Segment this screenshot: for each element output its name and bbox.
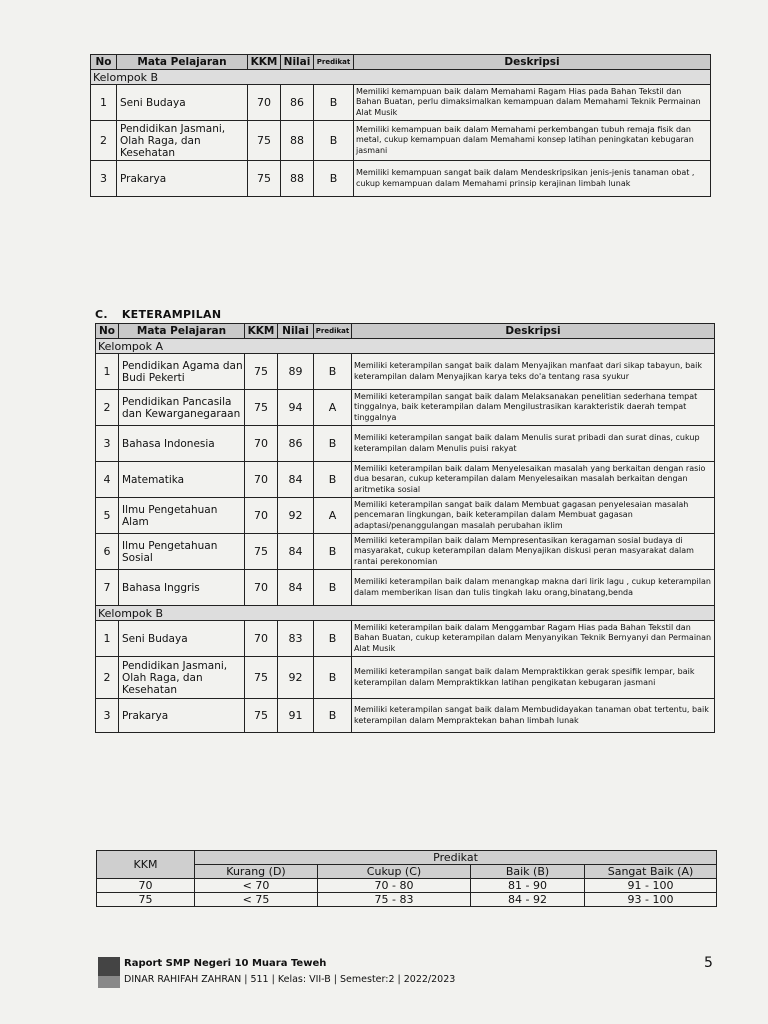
header-no: No: [96, 324, 119, 339]
legend-range: < 70: [195, 879, 318, 893]
table-row: [91, 85, 711, 121]
header-predikat: Predikat: [314, 55, 354, 70]
cell-predikat: B: [314, 699, 352, 733]
cell-kkm: 70: [248, 85, 281, 121]
table-row: [96, 534, 715, 570]
legend-range: 91 - 100: [585, 879, 717, 893]
cell-predikat: B: [314, 534, 352, 570]
cell-deskripsi: Memiliki keterampilan sangat baik dalam Membuat gagasan penyelesaian masalah pencemaran lingkungan, baik keterampilan dalam Membuat gagasan adaptasi/penanggulangan masalah perubahan iklim: [352, 498, 715, 534]
footer-bar-icon: [98, 976, 120, 988]
predicate-legend-table: [96, 850, 717, 907]
cell-nilai: 84: [278, 534, 314, 570]
cell-no: 3: [96, 699, 119, 733]
cell-subject: Ilmu Pengetahuan Sosial: [119, 534, 245, 570]
cell-no: 7: [96, 570, 119, 606]
group-label: Kelompok B: [96, 606, 715, 621]
cell-deskripsi: Memiliki keterampilan sangat baik dalam Menyajikan manfaat dari sikap tabayun, baik keterampilan dalam Menyajikan karya teks do'a tentang rasa syukur: [352, 354, 715, 390]
header-deskripsi: Deskripsi: [352, 324, 715, 339]
cell-kkm: 70: [245, 426, 278, 462]
cell-kkm: 75: [245, 534, 278, 570]
cell-deskripsi: Memiliki keterampilan sangat baik dalam Membudidayakan tanaman obat tertentu, baik keterampilan dalam Mempraktekan bahan limbah lunak: [352, 699, 715, 733]
cell-kkm: 75: [245, 390, 278, 426]
table-row: [96, 462, 715, 498]
cell-predikat: A: [314, 390, 352, 426]
cell-no: 1: [96, 621, 119, 657]
legend-range: 70 - 80: [318, 879, 471, 893]
cell-predikat: B: [314, 657, 352, 699]
table-row: [96, 498, 715, 534]
header-no: No: [91, 55, 117, 70]
legend-category: Sangat Baik (A): [585, 865, 717, 879]
footer-title: Raport SMP Negeri 10 Muara Teweh: [124, 958, 327, 969]
legend-row: [97, 893, 717, 907]
cell-nilai: 88: [281, 121, 314, 161]
cell-subject: Bahasa Inggris: [119, 570, 245, 606]
cell-deskripsi: Memiliki keterampilan baik dalam menangkap makna dari lirik lagu , cukup keterampilan dalam memberikan lisan dan tulis tingkah laku orang,binatang,benda: [352, 570, 715, 606]
cell-deskripsi: Memiliki keterampilan baik dalam Mempresentasikan keragaman sosial budaya di masyarakat, cukup keterampilan dalam Menyajikan diskusi peran masyarakat dalam rantai perekonomian: [352, 534, 715, 570]
table-row: [96, 657, 715, 699]
legend-kkm-header: KKM: [97, 851, 195, 879]
cell-deskripsi: Memiliki keterampilan baik dalam Menggambar Ragam Hias pada Bahan Tekstil dan Bahan Buatan, cukup keterampilan dalam Menyanyikan Teknik Bernyanyi dan Permainan Alat Musik: [352, 621, 715, 657]
header-kkm: KKM: [248, 55, 281, 70]
legend-row: [97, 879, 717, 893]
legend-predikat-header: Predikat: [195, 851, 717, 865]
table-row: [96, 390, 715, 426]
cell-deskripsi: Memiliki keterampilan sangat baik dalam Mempraktikkan gerak spesifik lempar, baik keterampilan dalam Mempraktikkan latihan pengikatan kebugaran jasmani: [352, 657, 715, 699]
group-row: [96, 339, 715, 354]
cell-no: 2: [96, 657, 119, 699]
cell-subject: Pendidikan Agama dan Budi Pekerti: [119, 354, 245, 390]
header-predikat: Predikat: [314, 324, 352, 339]
table-header-row: [91, 55, 711, 70]
footer-student-info: DINAR RAHIFAH ZAHRAN | 511 | Kelas: VII-B | Semester:2 | 2022/2023: [124, 974, 456, 985]
table-row: [96, 621, 715, 657]
school-logo-icon: [98, 957, 120, 977]
cell-kkm: 75: [245, 657, 278, 699]
cell-deskripsi: Memiliki keterampilan baik dalam Menyelesaikan masalah yang berkaitan dengan rasio dua besaran, cukup keterampilan dalam Menyelesaikan masalah berkaitan dengan aritmetika sosial: [352, 462, 715, 498]
cell-predikat: B: [314, 570, 352, 606]
group-row: [96, 606, 715, 621]
cell-subject: Seni Budaya: [117, 85, 248, 121]
cell-subject: Matematika: [119, 462, 245, 498]
cell-no: 4: [96, 462, 119, 498]
table-row: [96, 570, 715, 606]
cell-no: 5: [96, 498, 119, 534]
cell-nilai: 88: [281, 161, 314, 197]
cell-subject: Pendidikan Jasmani, Olah Raga, dan Kesehatan: [119, 657, 245, 699]
cell-predikat: B: [314, 462, 352, 498]
cell-predikat: B: [314, 85, 354, 121]
legend-range: < 75: [195, 893, 318, 907]
cell-deskripsi: Memiliki keterampilan sangat baik dalam Melaksanakan penelitian sederhana tempat tinggalnya, baik keterampilan dalam Mengilustrasikan karakteristik daerah tempat tinggalnya: [352, 390, 715, 426]
table-row: [96, 354, 715, 390]
cell-no: 3: [96, 426, 119, 462]
table-row: [96, 699, 715, 733]
header-deskripsi: Deskripsi: [354, 55, 711, 70]
cell-deskripsi: Memiliki kemampuan sangat baik dalam Mendeskripsikan jenis-jenis tanaman obat , cukup kemampuan dalam Memahami prinsip kerajinan limbah lunak: [354, 161, 711, 197]
cell-nilai: 86: [281, 85, 314, 121]
cell-kkm: 70: [245, 498, 278, 534]
cell-deskripsi: Memiliki kemampuan baik dalam Memahami perkembangan tubuh remaja fisik dan metal, cukup kemampuan dalam Memahami konsep latihan peningkatan kebugaran jasmani: [354, 121, 711, 161]
cell-nilai: 84: [278, 570, 314, 606]
group-label: Kelompok A: [96, 339, 715, 354]
cell-nilai: 89: [278, 354, 314, 390]
section-name: KETERAMPILAN: [121, 308, 222, 321]
group-label: Kelompok B: [91, 70, 711, 85]
cell-kkm: 75: [248, 121, 281, 161]
cell-nilai: 86: [278, 426, 314, 462]
cell-no: 1: [91, 85, 117, 121]
header-kkm: KKM: [245, 324, 278, 339]
cell-subject: Pendidikan Jasmani, Olah Raga, dan Kesehatan: [117, 121, 248, 161]
cell-nilai: 94: [278, 390, 314, 426]
section-title: [95, 308, 221, 321]
page-number: 5: [704, 955, 713, 971]
legend-range: 84 - 92: [471, 893, 585, 907]
cell-kkm: 70: [245, 570, 278, 606]
cell-deskripsi: Memiliki keterampilan sangat baik dalam Menulis surat pribadi dan surat dinas, cukup keterampilan dalam Menulis puisi rakyat: [352, 426, 715, 462]
cell-kkm: 75: [245, 354, 278, 390]
legend-category: Cukup (C): [318, 865, 471, 879]
cell-nilai: 83: [278, 621, 314, 657]
header-subject: Mata Pelajaran: [117, 55, 248, 70]
legend-range: 81 - 90: [471, 879, 585, 893]
cell-subject: Prakarya: [119, 699, 245, 733]
cell-no: 2: [96, 390, 119, 426]
legend-category: Baik (B): [471, 865, 585, 879]
cell-subject: Pendidikan Pancasila dan Kewarganegaraan: [119, 390, 245, 426]
legend-kkm-value: 70: [97, 879, 195, 893]
cell-predikat: B: [314, 621, 352, 657]
legend-kkm-value: 75: [97, 893, 195, 907]
cell-predikat: A: [314, 498, 352, 534]
table-row: [91, 121, 711, 161]
knowledge-table-continued: [90, 54, 711, 197]
cell-no: 6: [96, 534, 119, 570]
cell-kkm: 75: [248, 161, 281, 197]
cell-nilai: 92: [278, 657, 314, 699]
header-nilai: Nilai: [278, 324, 314, 339]
cell-predikat: B: [314, 354, 352, 390]
skill-table: [95, 323, 715, 733]
cell-subject: Ilmu Pengetahuan Alam: [119, 498, 245, 534]
cell-subject: Seni Budaya: [119, 621, 245, 657]
group-row: [91, 70, 711, 85]
cell-predikat: B: [314, 161, 354, 197]
cell-predikat: B: [314, 121, 354, 161]
legend-range: 75 - 83: [318, 893, 471, 907]
cell-kkm: 75: [245, 699, 278, 733]
cell-no: 2: [91, 121, 117, 161]
section-letter: C.: [95, 308, 108, 321]
cell-subject: Bahasa Indonesia: [119, 426, 245, 462]
cell-deskripsi: Memiliki kemampuan baik dalam Memahami Ragam Hias pada Bahan Tekstil dan Bahan Buatan, perlu dimaksimalkan kemampuan dalam Memahami Teknik Permainan Alat Musik: [354, 85, 711, 121]
legend-category: Kurang (D): [195, 865, 318, 879]
header-subject: Mata Pelajaran: [119, 324, 245, 339]
cell-nilai: 91: [278, 699, 314, 733]
cell-kkm: 70: [245, 462, 278, 498]
cell-subject: Prakarya: [117, 161, 248, 197]
table-row: [96, 426, 715, 462]
cell-no: 3: [91, 161, 117, 197]
header-nilai: Nilai: [281, 55, 314, 70]
cell-nilai: 84: [278, 462, 314, 498]
cell-kkm: 70: [245, 621, 278, 657]
cell-nilai: 92: [278, 498, 314, 534]
table-header-row: [96, 324, 715, 339]
table-row: [91, 161, 711, 197]
cell-predikat: B: [314, 426, 352, 462]
legend-range: 93 - 100: [585, 893, 717, 907]
cell-no: 1: [96, 354, 119, 390]
